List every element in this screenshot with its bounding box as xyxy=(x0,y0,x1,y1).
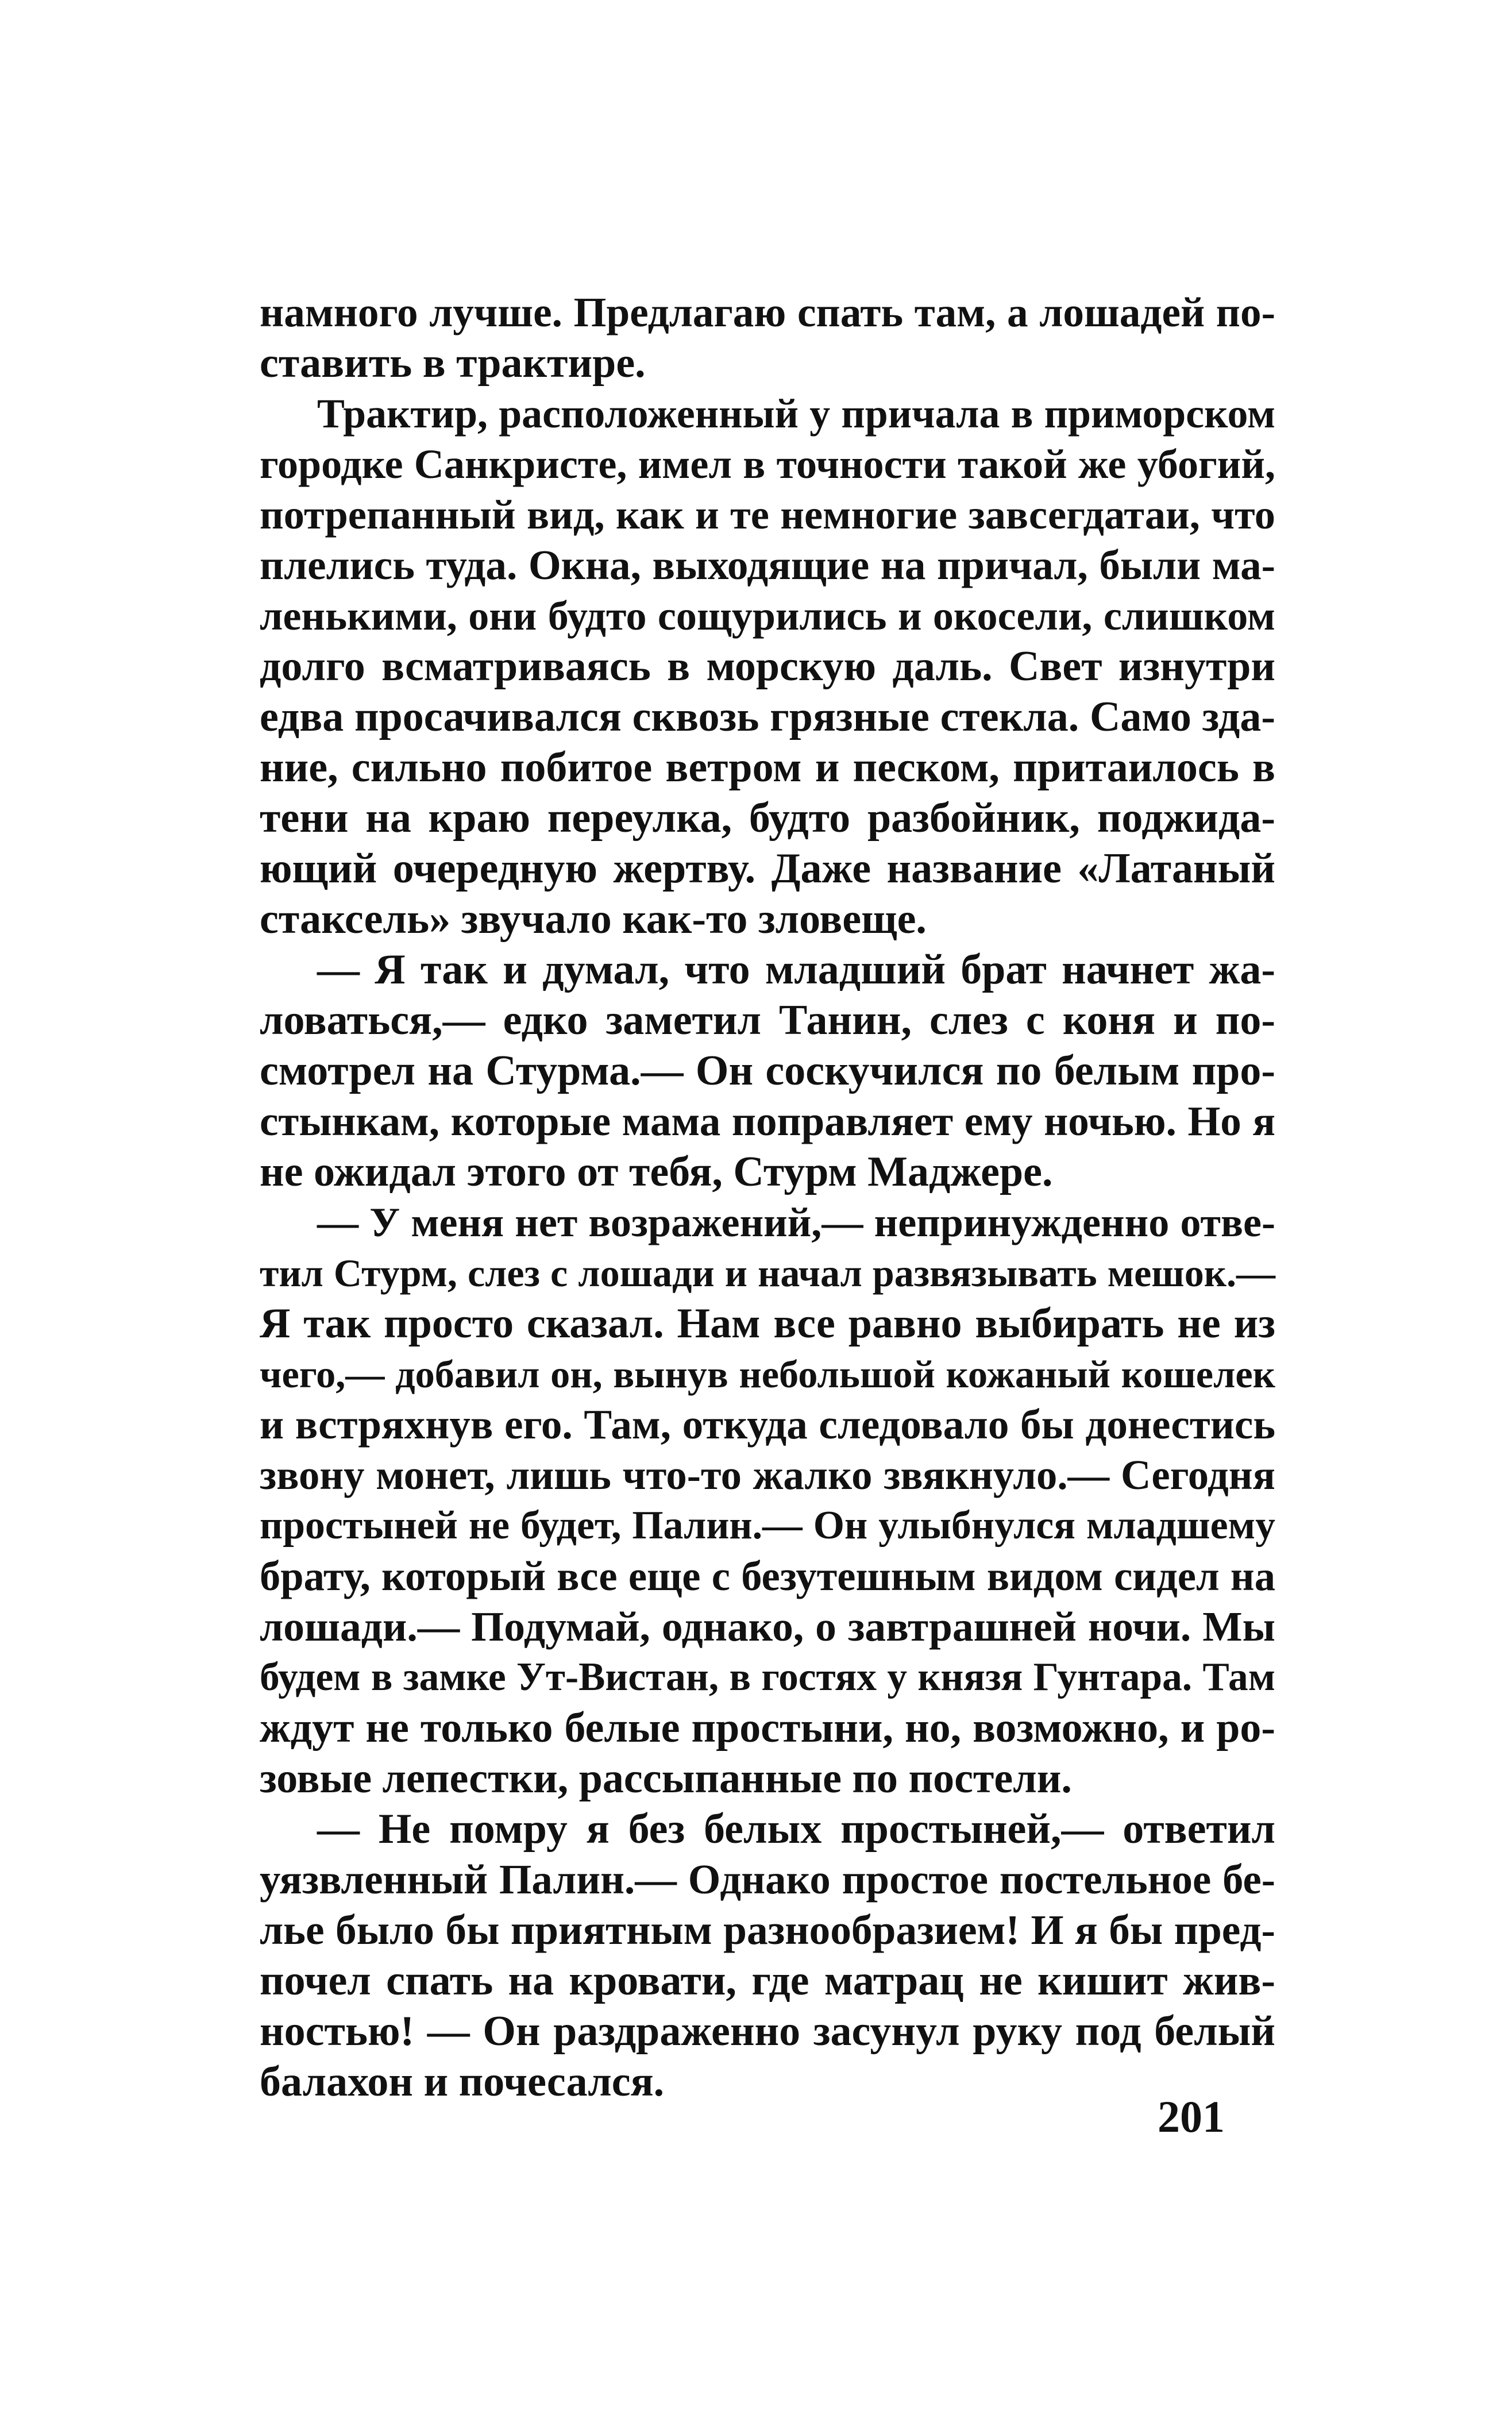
text-line: ждут не только белые простыни, но, возможно, и ро- xyxy=(260,1704,1275,1751)
text-line: едва просачивался сквозь грязные стекла. Само зда- xyxy=(260,693,1275,740)
text-line: городке Санкристе, имел в точности такой же убогий, xyxy=(260,441,1275,487)
text-line: и встряхнув его. Там, откуда следовало бы донестись xyxy=(260,1401,1275,1448)
page-number: 201 xyxy=(1158,2092,1225,2142)
text-line: ностью! — Он раздраженно засунул руку под белый xyxy=(260,2008,1275,2055)
text-line: не ожидал этого от тебя, Стурм Маджере. xyxy=(260,1148,1053,1195)
text-line: долго всматриваясь в морскую даль. Свет изнутри xyxy=(260,643,1275,690)
text-line: брату, который все еще с безутешным видом сидел на xyxy=(260,1553,1275,1599)
text-line: ловаться,— едко заметил Танин, слез с коня и по- xyxy=(260,997,1275,1044)
text-line: балахон и почесался. xyxy=(260,2058,665,2105)
text-line: намного лучше. Предлагаю спать там, а лошадей по- xyxy=(260,289,1275,335)
body-text xyxy=(260,287,1275,2107)
text-line: простыней не будет, Палин.— Он улыбнулся младшему xyxy=(260,1503,1275,1548)
text-line: тил Стурм, слез с лошади и начал развязывать мешок.— xyxy=(260,1251,1275,1295)
text-line: стынкам, которые мама поправляет ему ночью. Но я xyxy=(260,1098,1275,1144)
text-line: лье было бы приятным разнообразием! И я бы пред- xyxy=(260,1907,1275,1953)
text-line: чего,— добавил он, вынув небольшой кожаный кошелек xyxy=(260,1352,1275,1396)
text-line: ющий очередную жертву. Даже название «Латаный xyxy=(260,845,1275,892)
text-line: — Я так и думал, что младший брат начнет жа- xyxy=(317,946,1275,993)
text-line: ленькими, они будто сощурились и окосели, слишком xyxy=(260,593,1275,639)
text-line: ставить в трактире. xyxy=(260,339,646,387)
text-line: плелись туда. Окна, выходящие на причал, были ма- xyxy=(260,542,1275,588)
text-line: будем в замке Ут-Вистан, в гостях у князя Гунтара. Там xyxy=(260,1655,1275,1699)
text-line: звону монет, лишь что-то жалко звякнуло.— Сегодня xyxy=(260,1452,1275,1498)
text-line: — У меня нет возражений,— непринужденно отве- xyxy=(317,1199,1275,1245)
text-line: уязвленный Палин.— Однако простое постельное бе- xyxy=(260,1856,1275,1903)
text-line: — Не помру я без белых простыней,— ответил xyxy=(317,1805,1275,1853)
text-line: стаксель» звучало как-то зловеще. xyxy=(260,896,927,943)
paragraph xyxy=(260,944,1275,1197)
paragraph xyxy=(260,1197,1275,1804)
paragraph xyxy=(260,1804,1275,2107)
text-line: зовые лепестки, рассыпанные по постели. xyxy=(260,1755,1072,1802)
text-line: тени на краю переулка, будто разбойник, поджида- xyxy=(260,794,1275,842)
text-line: Я так просто сказал. Нам все равно выбирать не из xyxy=(260,1300,1275,1347)
paragraph xyxy=(260,388,1275,944)
paragraph xyxy=(260,287,1275,388)
text-line: ние, сильно побитое ветром и песком, притаилось в xyxy=(260,744,1275,791)
text-line: почел спать на кровати, где матрац не кишит жив- xyxy=(260,1957,1275,2004)
text-line: лошади.— Подумай, однако, о завтрашней ночи. Мы xyxy=(260,1603,1275,1650)
text-line: потрепанный вид, как и те немногие завсегдатаи, что xyxy=(260,491,1275,538)
text-line: смотрел на Стурма.— Он соскучился по белым про- xyxy=(260,1047,1275,1094)
text-line: Трактир, расположенный у причала в приморском xyxy=(317,391,1275,437)
